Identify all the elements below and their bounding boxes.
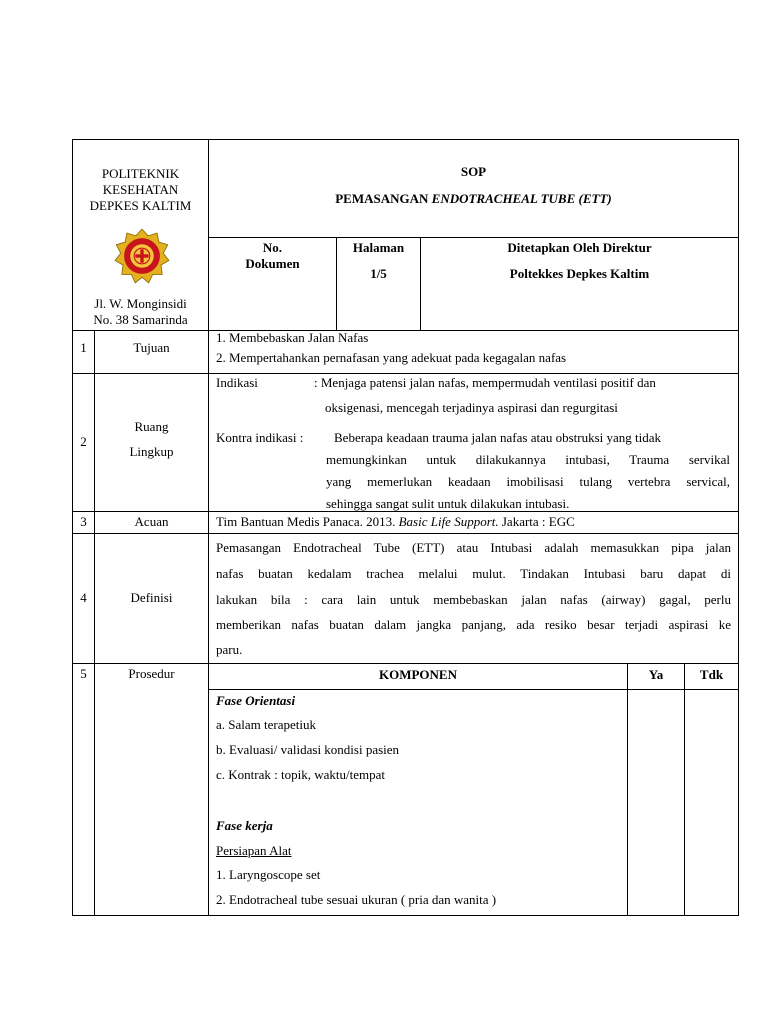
page-value: 1/5 [370, 266, 387, 281]
page-label: Halaman [352, 240, 405, 255]
sop-title [209, 191, 738, 206]
institution-logo-icon [114, 228, 170, 284]
kontra-line-2: memungkinkan untuk dilakukannya intubasi, Trauma servikal [326, 452, 730, 467]
institution-name-line2: KESEHATAN [102, 182, 179, 197]
kontra-line-3: yang memerlukan keadaan imobilisasi tulang vertebra servical, [326, 474, 730, 489]
row-3-reference [216, 514, 575, 529]
kontra-line-1: Beberapa keadaan trauma jalan nafas atau obstruksi yang tidak [334, 430, 662, 445]
row-4-label: Definisi [130, 590, 173, 605]
hline [72, 663, 739, 664]
approved-by: Ditetapkan Oleh Direktur [507, 240, 652, 255]
row-3-number: 3 [80, 514, 87, 529]
hline [208, 237, 739, 238]
vline [627, 663, 628, 916]
orientation-phase-title: Fase Orientasi [216, 693, 296, 708]
row-4-number: 4 [80, 590, 87, 605]
orientation-step-b: b. Evaluasi/ validasi kondisi pasien [216, 742, 400, 757]
institution-address-line2: No. 38 Samarinda [93, 312, 188, 327]
institution-name-line3: DEPKES KALTIM [89, 198, 192, 213]
equipment-item-1: 1. Laryngoscope set [216, 867, 321, 882]
orientation-step-a: a. Salam terapetiuk [216, 717, 316, 732]
sop-label: SOP [460, 164, 487, 179]
institution-address-line1: Jl. W. Monginsidi [94, 296, 187, 311]
institution-name-line1: POLITEKNIK [101, 166, 180, 181]
row-5-number: 5 [80, 666, 87, 681]
equipment-item-2: 2. Endotracheal tube sesuai ukuran ( pria dan wanita ) [216, 892, 497, 907]
reference-suffix: Jakarta : EGC [498, 514, 575, 529]
row-2-number: 2 [80, 434, 87, 449]
row-1-number: 1 [80, 340, 87, 355]
approved-org: Poltekkes Depkes Kaltim [509, 266, 650, 281]
row-1-label: Tujuan [133, 340, 170, 355]
hline [72, 533, 739, 534]
hline [72, 373, 739, 374]
vline [738, 139, 739, 916]
hline [208, 689, 739, 690]
indikasi-line-1: : Menjaga patensi jalan nafas, mempermudah ventilasi positif dan [314, 375, 656, 390]
doc-number-label-line2: Dokumen [245, 256, 300, 271]
row-2-label-line1: Ruang [134, 419, 169, 434]
indikasi-label: Indikasi [216, 375, 258, 390]
vline [684, 663, 685, 916]
indikasi-line-2: oksigenasi, mencegah terjadinya aspirasi dan regurgitasi [325, 400, 618, 415]
kontra-label: Kontra indikasi : [216, 430, 304, 445]
definition-line-5: paru. [216, 642, 243, 657]
equipment-preparation-title: Persiapan Alat [216, 843, 292, 858]
komponen-header: KOMPONEN [379, 667, 457, 682]
row-1-item-1: 1. Membebaskan Jalan Nafas [216, 330, 369, 345]
vline [94, 330, 95, 916]
sop-title-italic: ENDOTRACHEAL TUBE (ETT) [431, 191, 612, 206]
doc-number-label-line1: No. [262, 240, 283, 255]
row-3-label: Acuan [134, 514, 169, 529]
kontra-line-4: sehingga sangat sulit untuk dilakukan intubasi. [326, 496, 570, 511]
orientation-step-c: c. Kontrak : topik, waktu/tempat [216, 767, 385, 782]
hline [72, 511, 739, 512]
reference-prefix: Tim Bantuan Medis Panaca. 2013. [216, 514, 399, 529]
hline [72, 330, 739, 331]
reference-title: Basic Life Support. [398, 514, 499, 529]
row-5-label: Prosedur [128, 666, 175, 681]
ya-header: Ya [648, 667, 664, 682]
definition-line-2: nafas buatan kedalam trachea melalui mulut. Tindakan Intubasi baru dapat di [216, 566, 731, 581]
work-phase-title: Fase kerja [216, 818, 273, 833]
hline [72, 915, 739, 916]
hline [72, 139, 739, 140]
definition-line-4: memberikan nafas buatan dalam jangka panjang, ada resiko besar terjadi aspirasi ke [216, 617, 731, 632]
row-2-label-line2: Lingkup [129, 444, 174, 459]
tdk-header: Tdk [699, 667, 724, 682]
definition-line-3: lakukan bila : cara lain untuk membebaskan jalan nafas (airway) gagal, perlu [216, 592, 731, 607]
sop-title-prefix: PEMASANGAN [335, 191, 432, 206]
definition-line-1: Pemasangan Endotracheal Tube (ETT) atau Intubasi adalah memasukkan pipa jalan [216, 540, 731, 555]
row-1-item-2: 2. Mempertahankan pernafasan yang adekuat pada kegagalan nafas [216, 350, 567, 365]
